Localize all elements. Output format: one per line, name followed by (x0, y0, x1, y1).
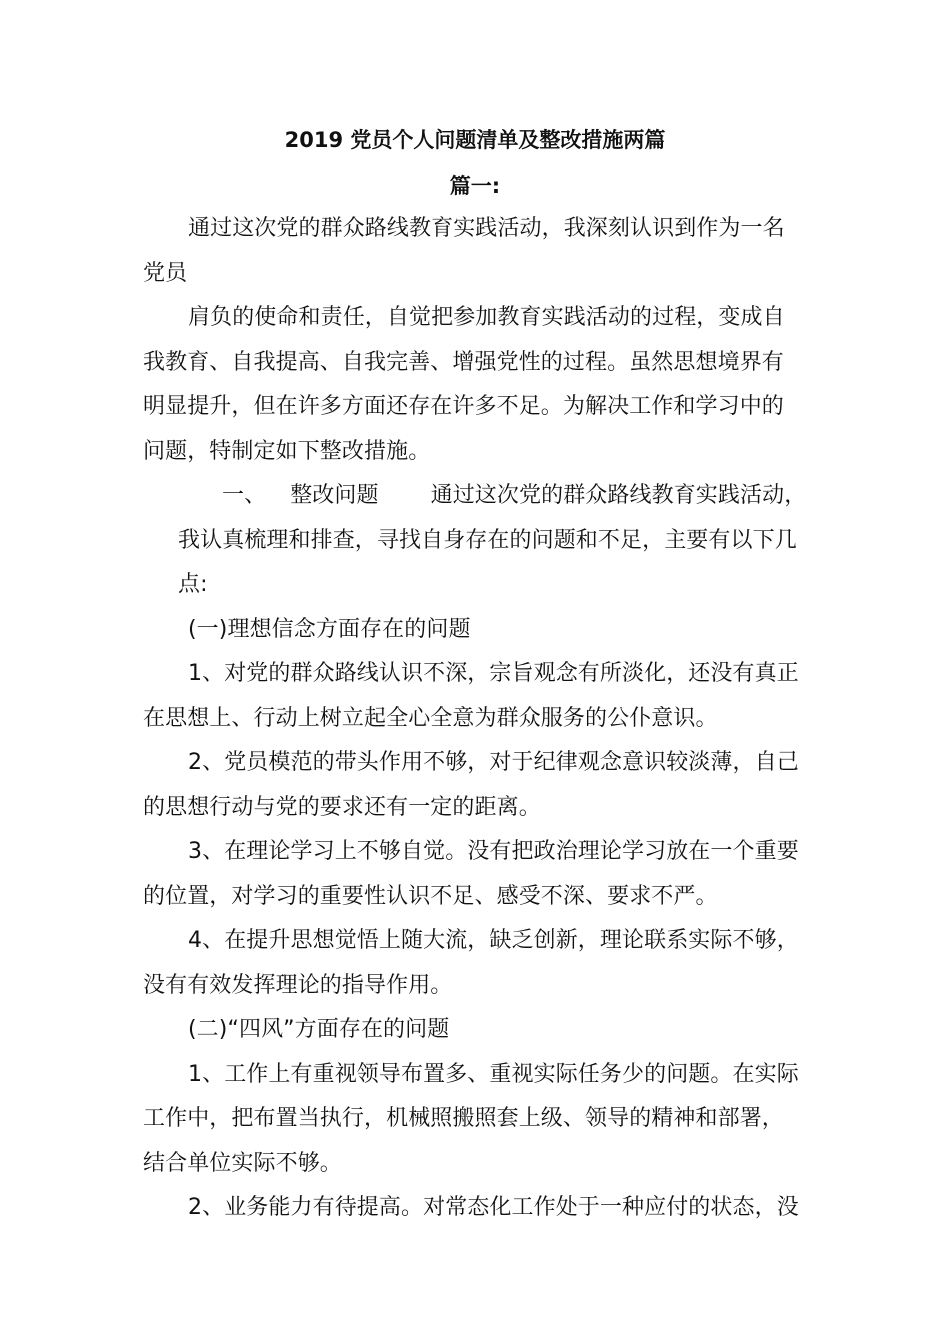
paragraph-line: 点: (178, 572, 208, 597)
paragraph-line: 4、在提升思想觉悟上随大流，缺乏创新，理论联系实际不够， (188, 928, 799, 953)
paragraph-line: 肩负的使命和责任，自觉把参加教育实践活动的过程，变成自 (188, 305, 785, 330)
section-text: 通过这次党的群众路线教育实践活动， (430, 483, 807, 508)
paragraph-line: 的位置，对学习的重要性认识不足、感受不深、要求不严。 (143, 884, 718, 909)
subsection-heading: (一)理想信念方面存在的问题 (188, 617, 471, 642)
section-heading (222, 481, 806, 511)
document-title: 2019 党员个人问题清单及整改措施两篇 (284, 128, 666, 152)
paragraph-line: 2、业务能力有待提高。对常态化工作处于一种应付的状态，没 (188, 1195, 799, 1220)
section-number: 一、 (222, 483, 267, 508)
paragraph-line: 2、党员模范的带头作用不够，对于纪律观念意识较淡薄，自己 (188, 750, 799, 775)
paragraph-line: 1、工作上有重视领导布置多、重视实际任务少的问题。在实际 (188, 1062, 799, 1087)
document-subtitle: 篇一: (449, 174, 501, 198)
subsection-heading: (二)“四风”方面存在的问题 (188, 1017, 450, 1042)
paragraph-line: 明显提升，但在许多方面还存在许多不足。为解决工作和学习中的 (143, 394, 784, 419)
section-label: 整改问题 (290, 483, 379, 508)
paragraph-line: 我教育、自我提高、自我完善、增强党性的过程。虽然思想境界有 (143, 350, 784, 375)
paragraph-line: 工作中，把布置当执行，机械照搬照套上级、领导的精神和部署， (143, 1106, 784, 1131)
paragraph-line: 没有有效发挥理论的指导作用。 (143, 973, 453, 998)
paragraph-line: 问题，特制定如下整改措施。 (143, 439, 431, 464)
paragraph-line: 的思想行动与党的要求还有一定的距离。 (143, 795, 541, 820)
paragraph-line: 在思想上、行动上树立起全心全意为群众服务的公仆意识。 (143, 706, 718, 731)
paragraph-line: 通过这次党的群众路线教育实践活动，我深刻认识到作为一名 (188, 216, 785, 241)
paragraph-line: 3、在理论学习上不够自觉。没有把政治理论学习放在一个重要 (188, 839, 799, 864)
paragraph-line: 1、对党的群众路线认识不深，宗旨观念有所淡化，还没有真正 (188, 661, 799, 686)
paragraph-line: 结合单位实际不够。 (143, 1151, 342, 1176)
paragraph-line: 我认真梳理和排查，寻找自身存在的问题和不足，主要有以下几 (178, 528, 797, 553)
paragraph-line: 党员 (143, 261, 188, 286)
